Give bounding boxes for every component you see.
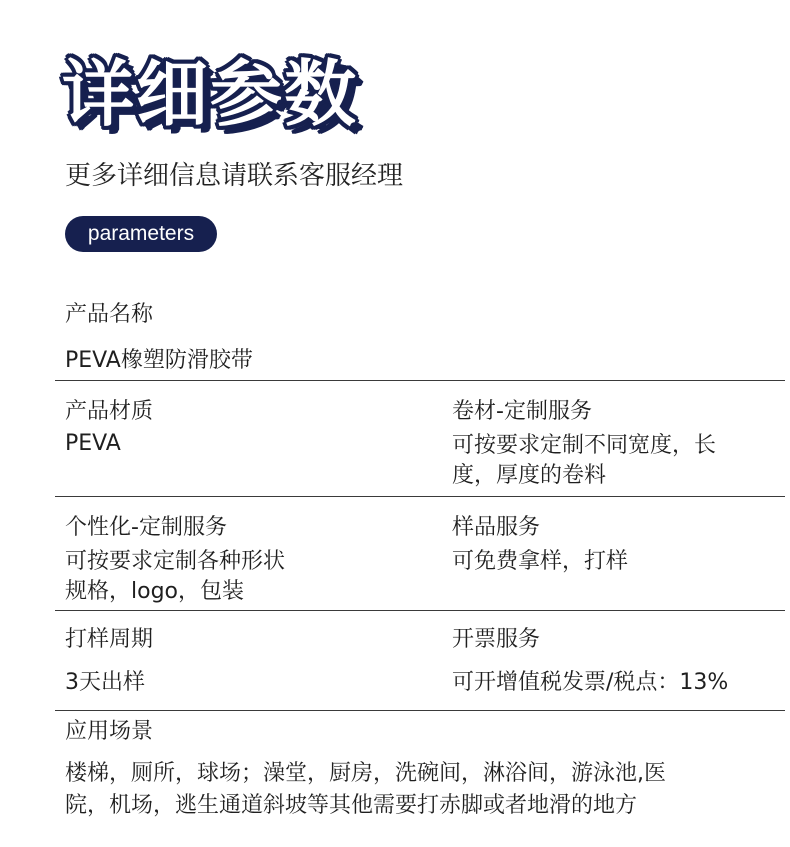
product-name-value: PEVA橡塑防滑胶带 [65,348,253,373]
application-label: 应用场景 [65,719,154,744]
divider [55,710,785,711]
divider [55,610,785,611]
page-title: 详细参数 [62,52,359,136]
personal-custom-value-line1: 可按要求定制各种形状 [65,549,286,574]
invoice-label: 开票服务 [452,627,541,652]
divider [55,380,785,381]
application-value-line2: 院，机场，逃生通道斜坡等其他需要打赤脚或者地滑的地方 [65,793,638,818]
material-value: PEVA [65,431,121,456]
personal-custom-value-line2: 规格，logo，包装 [65,579,244,604]
sample-cycle-value: 3天出样 [65,670,145,695]
application-value-line1: 楼梯，厕所，球场；澡堂，厨房，洗碗间，淋浴间，游泳池,医 [65,761,666,786]
sample-value: 可免费拿样，打样 [452,549,629,574]
page-subtitle: 更多详细信息请联系客服经理 [65,161,404,191]
parameters-badge: parameters [65,216,217,252]
material-label: 产品材质 [65,399,154,424]
personal-custom-label: 个性化-定制服务 [65,515,227,540]
product-name-label: 产品名称 [65,302,154,327]
invoice-value: 可开增值税发票/税点：13% [452,670,729,695]
roll-custom-label: 卷材-定制服务 [452,399,592,424]
roll-custom-value-line1: 可按要求定制不同宽度，长 [452,433,717,458]
sample-label: 样品服务 [452,515,541,540]
divider [55,496,785,497]
roll-custom-value-line2: 度，厚度的卷料 [452,463,607,488]
sample-cycle-label: 打样周期 [65,627,154,652]
